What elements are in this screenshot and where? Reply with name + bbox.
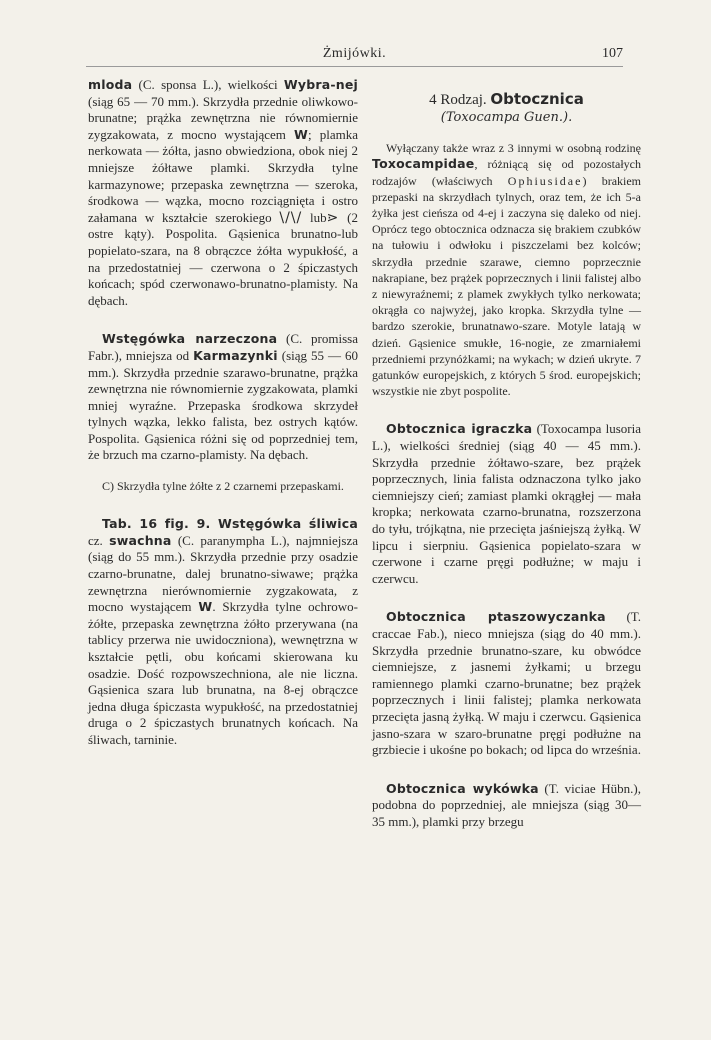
body-text: (siąg 55 — 60 mm.). Skrzydła przednie szarawo-brunatne, prążka zewnętrzna nie równomiernie zygzakowata, plamki mniej wyraźne. Przepaska środkowa skrzydeł tylnych wązka, lekko falista, bez ostrych kątów. Pospolita. Gąsienica różni się od poprzedniej tem, że brzuch ma czarno-plamisty. Na dębach. [88, 347, 358, 463]
family-name: Toxocampidae [372, 156, 475, 172]
body-text: , różniącą się od pozostałych rodzajów (właściwych [372, 157, 641, 188]
body-text: (siąg 65 — 70 mm.). Skrzydła przednie oliwkowo-brunatne; prążka zewnętrzna nie równomiernie zygzakowata, z mocno wystającem [88, 93, 358, 142]
body-text: ) brakiem przepaski na skrzydłach tylnych, oraz tem, że ich 5-a żyłka jest cieńsza od 4-ej i zaczyna się daleko od niej. Oprócz tego obtocznica odznacza się brakiem czubków na tułowiu i odwłoku i piszczelami bez kolców; skrzydła przednie szarawe, ciemno poprzecznie nakrapiane, bez prążek poprzecznych i linii falistej albo z niewyraźnemi; z plamek zwykłych tylko nerkowata; okrągła co najwyżej, jako kropka. Skrzydła tylne — bardzo szerokie, brunatnawo-szare. Motyle latają w dzień. Gąsienice smukłe, 16-nogie, ze zmarniałemi przedniemi przynóżkami; na wykach; w dzień ukryte. 7 gatunków europejskich, z których 5 środ. europejskich; wszystkie nie zbyt pospolite. [372, 173, 642, 399]
genus-prefix: 4 Rodzaj. [429, 92, 491, 108]
paragraph-wstegowka-narzeczona [88, 331, 358, 464]
paragraph-wstegowka-sliwica [88, 516, 358, 748]
body-text: (C. sponsa L.), wielkości [132, 77, 284, 92]
zigzag-mark: \/\/ [279, 209, 303, 226]
body-text: (T. craccae Fab.), nieco mniejsza (siąg do 40 mm.). Skrzydła przednie brunatno-szare, ku obwódce ciemniejsze, z jasnemi żyłkami; u brzegu ramiennego plamki czarno-brunatne; bez prążek poprzecznych i linii falistej; plamka nerkowata przecięta jasną żyłką. W maju i czerwcu. Gąsienica jasno-szara w szaro-brunatne pręgi podłużne na grzbiecie i ukośne po bokach; od lipca do września. [372, 609, 642, 758]
genus-author-line [372, 109, 641, 127]
page-number: 107 [602, 46, 623, 61]
running-title: Żmijówki. [322, 46, 387, 61]
species-name: swachna [109, 532, 172, 548]
species-name: Obtocznica wykówka [386, 780, 539, 796]
body-text: Wyłączany także wraz z 3 innymi w osobną rodzinę [386, 141, 641, 156]
body-text: C) Skrzydła tylne żółte z 2 czarnemi przepaskami. [102, 479, 344, 494]
species-name: Wybra-nej [283, 77, 358, 92]
letter-w: W [294, 126, 309, 142]
left-column [88, 77, 358, 749]
genus-heading [372, 91, 641, 109]
genus-name: Obtocznica [490, 90, 584, 108]
header-rule [86, 66, 623, 67]
family-name-spaced: Ophiusidae [507, 173, 583, 188]
paragraph-obtocznica-wykowka [372, 781, 641, 831]
paragraph-genus-description [372, 140, 641, 399]
genus-author: (Toxocampa Guen.). [440, 109, 573, 125]
paragraph-subgroup-c [88, 478, 358, 494]
right-column [372, 77, 641, 831]
body-text: (T. viciae Hübn.), podobna do poprzedniej, ale mniejsza (siąg 30— 35 mm.), plamki przy brzegu [372, 780, 642, 829]
angle-mark: ⋗ [326, 209, 340, 226]
body-text: (C. promissa Fabr.), mniejsza od [88, 331, 358, 363]
header-bar [86, 46, 623, 64]
body-text: ; plamka nerkowata — żółta, jasno obwiedziona, obok niej 2 mniejsze żółtawe plamki. Skrzydła tylne karmazynowe; przepaska zewnętrzna — szeroka, środkowa — wązka, mocno rozciągnięta i ostro załamana w kształcie szerokiego [88, 126, 358, 225]
paragraph-mloda [88, 77, 358, 309]
body-text: (2 ostre kąty). Pospolita. Gąsienica brunatno-lub popielato-szara, na 8 obrączce żółta wypukłość, a na przedostatniej — czerwona o 2 śpiczastych końcach; spód czerwonawo-brunatno-plamisty. Na dębach. [88, 209, 358, 308]
species-name: Obtocznica igraczka [386, 421, 533, 437]
body-text: (Toxocampa lusoria L.), wielkości średniej (siąg 40 — 45 mm.). Skrzydła przednie żółtawo-szare, bez prążek poprzecznych, linia falista odznaczona tylko jako ciemniejszy cień; zamiast plamki okrągłej — mała kropka; nerkowata czarno-brunatna, rozszerzona do tyłu, trójkątna, nie przecięta jaśniejszą żyłką. W lipcu i sierpniu. Gąsienica popielato-szara w czerwone i czarne pręgi podłużne; w maju i czerwcu. [372, 421, 641, 586]
body-text: (C. paranympha L.), najmniejsza (siąg do 55 mm.). Skrzydła przednie przy osadzie czarno-brunatne, dalej brunatno-siwawe; prążka zewnętrzna nierównomiernie zygzakowata, z mocno wystającem [88, 532, 359, 615]
species-name: Karmazynki [193, 347, 278, 363]
paragraph-obtocznica-ptaszowyczanka [372, 609, 641, 758]
species-name: Obtocznica ptaszowyczanka [386, 609, 606, 625]
body-text: cz. [88, 532, 110, 548]
species-name: Wstęgówka śliwica [210, 516, 358, 532]
body-text: lub [302, 209, 327, 225]
paragraph-obtocznica-igraczka [372, 421, 641, 587]
species-name: mloda [88, 77, 133, 92]
body-text: . Skrzydła tylne ochrowo-żółte, przepaska zewnętrzna żółto przerywana (na tablicy przerwa nie uwidoczniona), wewnętrzna w kształcie pętli, obu końcami skierowana ku osadzie. Dość rozpowszechniona, ale nie liczna. Gąsienica szara lub brunatna, na 8-ej obrączce jedna długa śpiczasta wypukłość, na przedostatniej druga o 2 śpiczastych brunatnych końcach. Na śliwach, tarninie. [88, 599, 358, 747]
letter-w: W [198, 599, 213, 615]
species-name: Wstęgówka narzeczona [102, 331, 278, 347]
figure-reference: Tab. 16 fig. 9. [102, 516, 211, 532]
